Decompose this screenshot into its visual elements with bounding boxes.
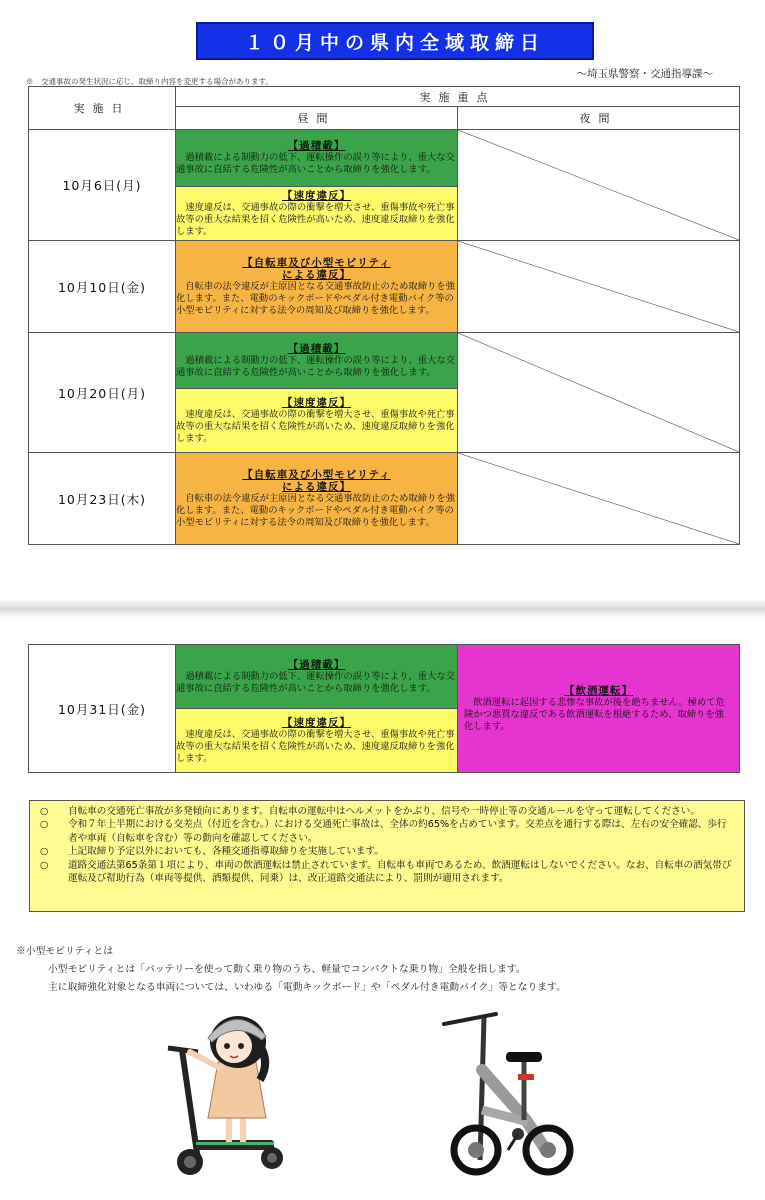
speeding-text: 速度違反は、交通事故の際の衝撃を増大させ、重傷事故や死亡事故等の重大な結果を招く危険性が高いため、速度違反取締りを強化します。 [176, 201, 455, 237]
overload-cell [176, 333, 458, 389]
bicycle-cell [176, 453, 458, 545]
kick-scooter-illustration [160, 1000, 300, 1180]
notice-mark: ○ [40, 819, 49, 831]
mobility-line1: 小型モビリティとは「バッテリーを使って動く乗り物のうち、軽量でコンパクトな乗り物」全般を指します。 [48, 964, 526, 975]
night-empty-cell [458, 241, 740, 333]
diagonal-line [458, 130, 739, 240]
night-empty-cell [458, 453, 740, 545]
bicycle-label-line1: 【自転車及び小型モビリティ [242, 256, 391, 269]
date-cell: 10月10日(金) [29, 241, 176, 333]
page-subtitle: ～埼玉県警察・交通指導課～ [576, 68, 713, 80]
top-note: ※ 交通事故の発生状況に応じ、取締り内容を変更する場合があります。 [26, 77, 273, 86]
notice-mark: ○ [40, 859, 49, 871]
schedule-table [28, 86, 740, 545]
date-cell: 10月20日(月) [29, 333, 176, 453]
diagonal-line [458, 333, 739, 452]
notice-text: 令和７年上半期における交差点（付近を含む。）における交通死亡事故は、全体の約65%を占めています。交差点を通行する際は、左右の安全確認、歩行者や車両（自転車を含む）等の動向を確認してください。 [68, 819, 727, 844]
bicycle-label-line2: による違反】 [282, 268, 351, 281]
overload-label: 【過積載】 [287, 342, 346, 355]
notice-mark: ○ [40, 806, 49, 817]
schedule-table-oct31 [28, 644, 740, 773]
mobility-explanation [16, 943, 566, 997]
speeding-label: 【速度違反】 [282, 396, 351, 409]
speeding-label: 【速度違反】 [282, 716, 351, 729]
notice-mark: ○ [40, 846, 49, 858]
bicycle-label-line1: 【自転車及び小型モビリティ [242, 468, 391, 481]
notice-text: 上記取締り予定以外においても、各種交通指導取締りを実施しています。 [68, 846, 384, 858]
drunk-driving-text: 飲酒運転に起因する悲惨な事故が後を絶ちません。極めて危険かつ悪質な違反である飲酒運転を根絶するため、取締りを強化します。 [464, 696, 725, 732]
date-cell: 10月31日(金) [29, 645, 176, 773]
night-empty-cell [458, 130, 740, 241]
date-cell: 10月6日(月) [29, 130, 176, 241]
diagonal-line [458, 453, 739, 544]
drunk-driving-label: 【飲酒運転】 [564, 684, 633, 697]
header-date: 実施日 [29, 87, 176, 130]
bicycle-cell [176, 241, 458, 333]
speeding-cell [176, 389, 458, 453]
date-cell: 10月23日(木) [29, 453, 176, 545]
speeding-text: 速度違反は、交通事故の際の衝撃を増大させ、重傷事故や死亡事故等の重大な結果を招く危険性が高いため、速度違反取締りを強化します。 [176, 728, 455, 764]
mobility-line2: 主に取締強化対象となる車両については、いわゆる「電動キックボード」や「ペダル付き電動バイク」等となります。 [48, 982, 566, 993]
overload-label: 【過積載】 [287, 658, 346, 671]
header-day: 昼間 [176, 107, 458, 130]
overload-cell [176, 645, 458, 709]
bicycle-text: 自転車の法令違反が主原因となる交通事故防止のため取締りを強化します。また、電動のキックボードやペダル付き電動バイク等の小型モビリティに対する法令の周知及び取締りを強化します。 [176, 280, 455, 316]
overload-text: 過積載による制動力の低下、運転操作の誤り等により、重大な交通事故に直結する危険性が高いことから取締りを強化します。 [176, 354, 455, 378]
notice-item [40, 845, 734, 858]
mobility-heading: ※小型モビリティとは [16, 946, 113, 957]
bicycle-text: 自転車の法令違反が主原因となる交通事故防止のため取締りを強化します。また、電動のキックボードやペダル付き電動バイク等の小型モビリティに対する法令の周知及び取締りを強化します。 [176, 492, 455, 528]
overload-cell [176, 130, 458, 187]
speeding-label: 【速度違反】 [282, 189, 351, 202]
speeding-cell [176, 187, 458, 241]
night-empty-cell [458, 333, 740, 453]
speeding-cell [176, 709, 458, 773]
speeding-text: 速度違反は、交通事故の際の衝撃を増大させ、重傷事故や死亡事故等の重大な結果を招く危険性が高いため、速度違反取締りを強化します。 [176, 408, 455, 444]
overload-text: 過積載による制動力の低下、運転操作の誤り等により、重大な交通事故に直結する危険性が高いことから取締りを強化します。 [176, 152, 455, 175]
notice-text: 自転車の交通死亡事故が多発傾向にあります。自転車の運転中はヘルメットをかぶり、信号や一時停止等の交通ルールを守って運転してください。 [68, 806, 700, 817]
notice-text: 道路交通法第65条第１項により、車両の飲酒運転は禁止されています。自転車も車両であるため、飲酒運転はしないでください。なお、自転車の酒気帯び運転及び幇助行為（車両等提供、酒類提供、同乗）は、改正道路交通法により、罰則が適用されます。 [68, 859, 732, 885]
page-title: １０月中の県内全域取締日 [196, 22, 594, 60]
notice-box [29, 800, 745, 912]
overload-text: 過積載による制動力の低下、運転操作の誤り等により、重大な交通事故に直結する危険性が高いことから取締りを強化します。 [176, 670, 455, 694]
overload-label: 【過積載】 [287, 140, 346, 152]
page-divider [0, 598, 765, 618]
header-night: 夜間 [458, 107, 740, 130]
pedal-ebike-illustration [436, 1010, 576, 1180]
drunk-driving-cell [458, 645, 740, 773]
header-focus: 実施重点 [176, 87, 740, 107]
notice-item [40, 859, 734, 886]
bicycle-label-line2: による違反】 [282, 480, 351, 493]
notice-item [40, 805, 734, 818]
diagonal-line [458, 241, 739, 332]
notice-item [40, 818, 734, 845]
